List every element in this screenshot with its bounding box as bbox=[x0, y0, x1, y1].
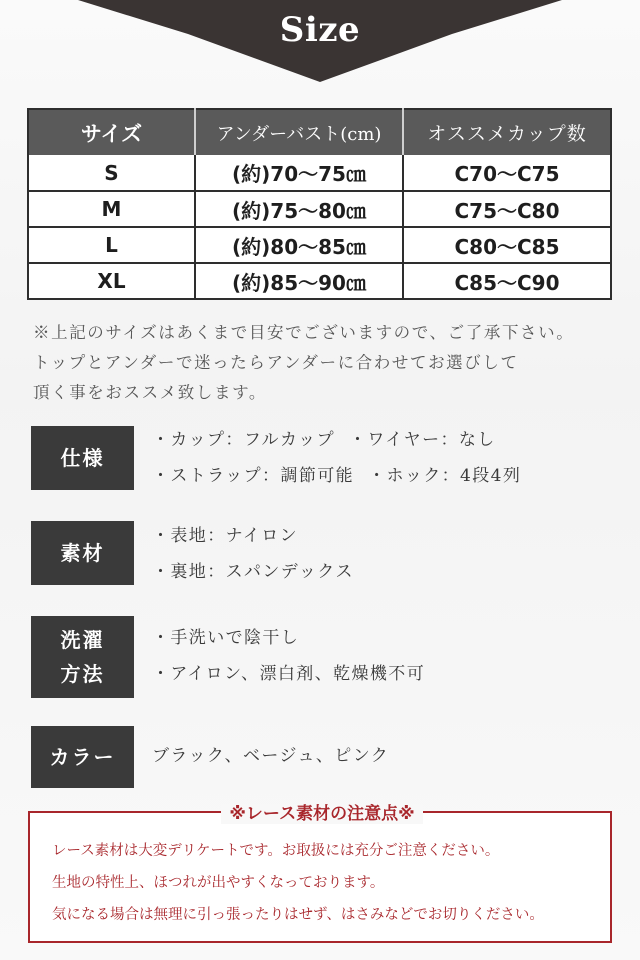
cell-cup: C75〜C80 bbox=[403, 191, 611, 227]
size-note bbox=[33, 318, 623, 408]
spec-line-strap-hook: ・ストラップ：調節可能 ・ホック：4段4列 bbox=[152, 466, 522, 486]
table-row bbox=[28, 191, 611, 227]
cell-underbust: (約)70〜75㎝ bbox=[195, 155, 403, 191]
washing-line-no-iron: ・アイロン、漂白剤、乾燥機不可 bbox=[152, 664, 426, 684]
size-table-header-row bbox=[28, 109, 611, 155]
material-line-lining: ・裏地：スパンデックス bbox=[152, 562, 354, 582]
material-label: 素材 bbox=[31, 521, 134, 585]
table-row bbox=[28, 263, 611, 299]
lace-notice-line: レース素材は大変デリケートです。お取扱には充分ご注意ください。 bbox=[52, 843, 500, 859]
material-line-outer: ・表地：ナイロン bbox=[152, 526, 299, 546]
cell-underbust: (約)80〜85㎝ bbox=[195, 227, 403, 263]
header-underbust: アンダーバスト(cm) bbox=[195, 109, 403, 155]
size-table bbox=[27, 108, 612, 300]
cell-size: M bbox=[28, 191, 195, 227]
spec-items bbox=[152, 422, 632, 494]
header-recommended-cup: オススメカップ数 bbox=[403, 109, 611, 155]
table-row bbox=[28, 227, 611, 263]
cell-size: S bbox=[28, 155, 195, 191]
color-label: カラー bbox=[31, 726, 134, 788]
color-line-options: ブラック、ベージュ、ピンク bbox=[152, 746, 390, 766]
cell-underbust: (約)85〜90㎝ bbox=[195, 263, 403, 299]
material-items bbox=[152, 518, 632, 590]
header-size: サイズ bbox=[28, 109, 195, 155]
color-items bbox=[152, 738, 632, 774]
cell-size: L bbox=[28, 227, 195, 263]
cell-cup: C85〜C90 bbox=[403, 263, 611, 299]
lace-notice-title: ※レース素材の注意点※ bbox=[30, 799, 614, 824]
note-line: トップとアンダーで迷ったらアンダーに合わせてお選びして bbox=[33, 353, 519, 372]
banner-title: Size bbox=[279, 10, 361, 50]
washing-line-handwash: ・手洗いで陰干し bbox=[152, 628, 300, 648]
table-row bbox=[28, 155, 611, 191]
cell-cup: C80〜C85 bbox=[403, 227, 611, 263]
spec-label: 仕様 bbox=[31, 426, 134, 490]
cell-cup: C70〜C75 bbox=[454, 162, 560, 186]
lace-notice-lines bbox=[52, 835, 602, 931]
lace-notice-line: 気になる場合は無理に引っ張ったりはせず、はさみなどでお切りください。 bbox=[52, 907, 544, 923]
cell-underbust: (約)75〜80㎝ bbox=[195, 191, 403, 227]
cell-size: XL bbox=[28, 263, 195, 299]
lace-notice-line: 生地の特性上、ほつれが出やすくなっております。 bbox=[52, 875, 385, 891]
spec-line-cup-wire: ・カップ：フルカップ ・ワイヤー：なし bbox=[152, 430, 496, 450]
washing-label: 洗濯 方法 bbox=[31, 616, 134, 698]
size-banner bbox=[0, 0, 640, 84]
lace-notice-box bbox=[28, 804, 612, 943]
note-line: 頂く事をおススメ致します。 bbox=[33, 383, 267, 402]
washing-items bbox=[152, 620, 632, 692]
note-line: ※上記のサイズはあくまで目安でございますので、ご了承下さい。 bbox=[33, 323, 575, 342]
